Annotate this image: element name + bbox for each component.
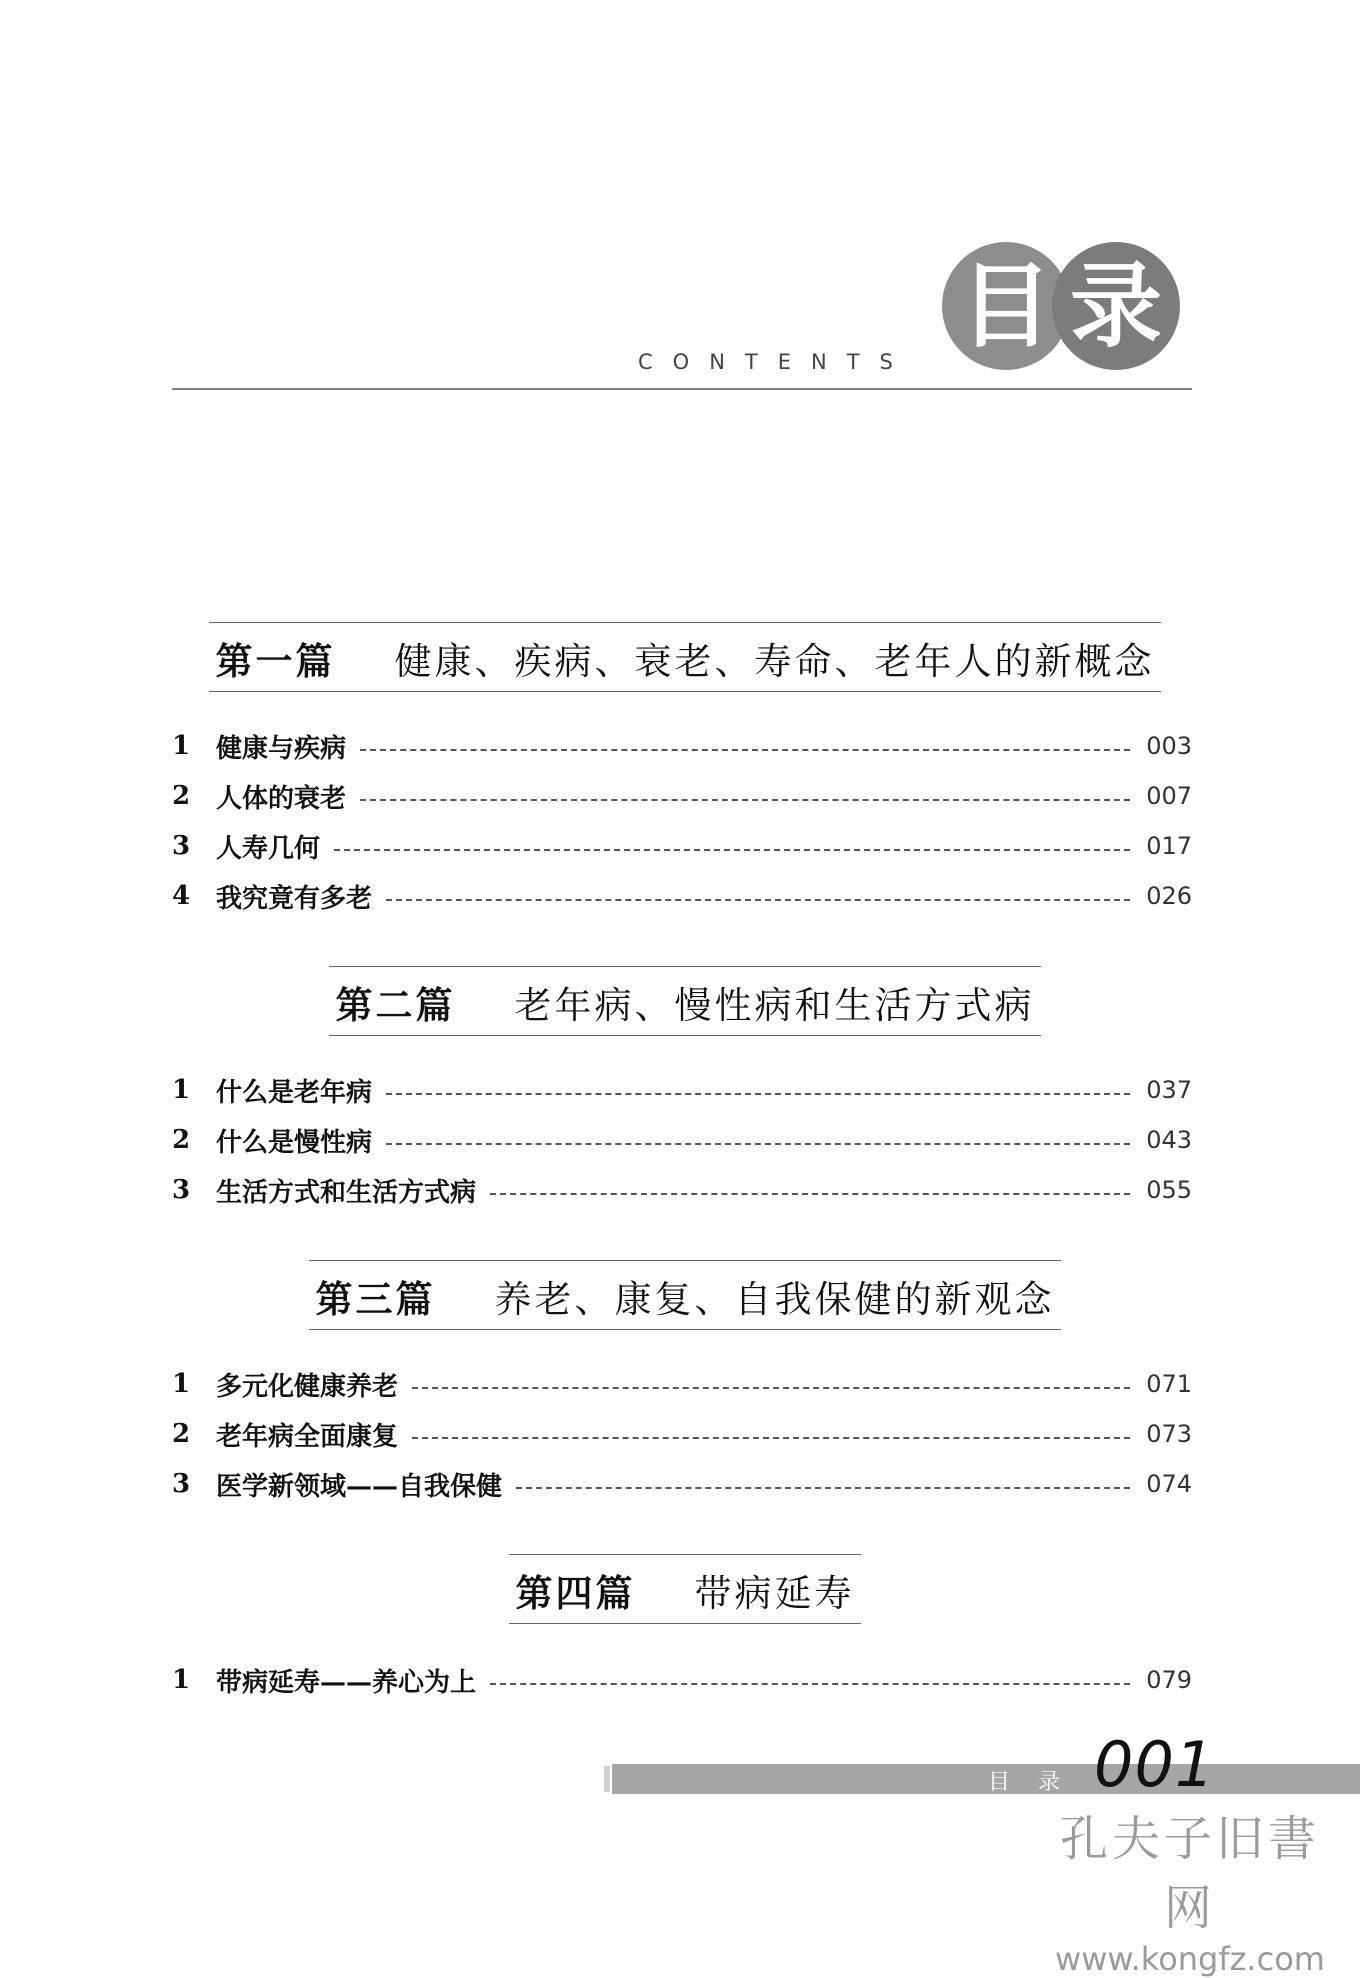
entry-title: 医学新领域——自我保健 <box>216 1471 503 1502</box>
entry-page: 043 <box>1146 1126 1192 1154</box>
entry-title: 多元化健康养老 <box>216 1371 399 1402</box>
entry-number: 2 <box>172 1125 191 1155</box>
entry-page: 026 <box>1146 882 1192 910</box>
entry-title: 老年病全面康复 <box>216 1421 399 1452</box>
dot-leader <box>412 1387 1130 1389</box>
part-title-2 <box>0 966 1370 1036</box>
dot-leader <box>412 1437 1130 1439</box>
part-title-3 <box>0 1260 1370 1330</box>
dot-leader <box>516 1487 1130 1489</box>
entry-title: 健康与疾病 <box>216 733 347 764</box>
dot-leader <box>490 1193 1130 1195</box>
toc-entry[interactable] <box>172 726 1192 766</box>
dot-leader <box>490 1683 1130 1685</box>
toc-entry[interactable] <box>172 1414 1192 1454</box>
dot-leader <box>360 749 1130 751</box>
footer-bar <box>612 1764 1360 1794</box>
toc-entry[interactable] <box>172 1364 1192 1404</box>
entry-page: 007 <box>1146 782 1192 810</box>
entry-page: 071 <box>1146 1370 1192 1398</box>
entry-page: 055 <box>1146 1176 1192 1204</box>
part-label: 第三篇 <box>315 1278 436 1321</box>
entry-number: 1 <box>172 731 191 761</box>
contents-header <box>172 238 1192 398</box>
entry-page: 074 <box>1146 1470 1192 1498</box>
title-circle-1: 目 <box>942 242 1070 370</box>
entry-number: 1 <box>172 1369 191 1399</box>
dot-leader <box>386 899 1130 901</box>
header-divider <box>172 388 1192 390</box>
footer-page-number: 001 <box>1094 1728 1216 1801</box>
part-title-text: 养老、康复、自我保健的新观念 <box>494 1278 1055 1321</box>
contents-label: CONTENTS <box>638 350 913 374</box>
entry-page: 037 <box>1146 1076 1192 1104</box>
entry-page: 079 <box>1146 1666 1192 1694</box>
toc-entry[interactable] <box>172 1070 1192 1110</box>
toc-entry[interactable] <box>172 1170 1192 1210</box>
entry-title: 生活方式和生活方式病 <box>216 1177 477 1208</box>
entry-number: 3 <box>172 1175 191 1205</box>
toc-entry[interactable] <box>172 1660 1192 1700</box>
entry-title: 什么是老年病 <box>216 1077 373 1108</box>
part-title-text: 带病延寿 <box>694 1572 855 1615</box>
entry-title: 人寿几何 <box>216 833 321 864</box>
entry-page: 073 <box>1146 1420 1192 1448</box>
part-title-text: 老年病、慢性病和生活方式病 <box>514 984 1035 1027</box>
title-circle-2: 录 <box>1052 242 1180 370</box>
dot-leader <box>334 849 1130 851</box>
entry-title: 人体的衰老 <box>216 783 347 814</box>
dot-leader <box>360 799 1130 801</box>
entry-number: 3 <box>172 831 191 861</box>
part-label: 第一篇 <box>215 640 336 683</box>
entry-number: 2 <box>172 1419 191 1449</box>
toc-entry[interactable] <box>172 1464 1192 1504</box>
entry-number: 2 <box>172 781 191 811</box>
dot-leader <box>386 1093 1130 1095</box>
footer-label: 目录 <box>988 1770 1089 1795</box>
entry-page: 017 <box>1146 832 1192 860</box>
entry-number: 3 <box>172 1469 191 1499</box>
part-label: 第二篇 <box>335 984 456 1027</box>
part-title-text: 健康、疾病、衰老、寿命、老年人的新概念 <box>394 640 1155 683</box>
entry-title: 我究竟有多老 <box>216 883 373 914</box>
entry-title: 什么是慢性病 <box>216 1127 373 1158</box>
toc-entry[interactable] <box>172 776 1192 816</box>
entry-number: 1 <box>172 1665 191 1695</box>
watermark-logo-text: 孔夫子旧書网 <box>1059 1811 1320 1936</box>
toc-entry[interactable] <box>172 826 1192 866</box>
part-title-1 <box>0 622 1370 692</box>
entry-number: 1 <box>172 1075 191 1105</box>
entry-number: 4 <box>172 881 191 911</box>
watermark-url: www.kongfz.com <box>1055 1940 1325 1978</box>
toc-entry[interactable] <box>172 876 1192 916</box>
part-label: 第四篇 <box>515 1572 636 1615</box>
toc-entry[interactable] <box>172 1120 1192 1160</box>
watermark <box>1040 1800 1340 1978</box>
entry-title: 带病延寿——养心为上 <box>216 1667 477 1698</box>
part-title-4 <box>0 1554 1370 1624</box>
dot-leader <box>386 1143 1130 1145</box>
entry-page: 003 <box>1146 732 1192 760</box>
